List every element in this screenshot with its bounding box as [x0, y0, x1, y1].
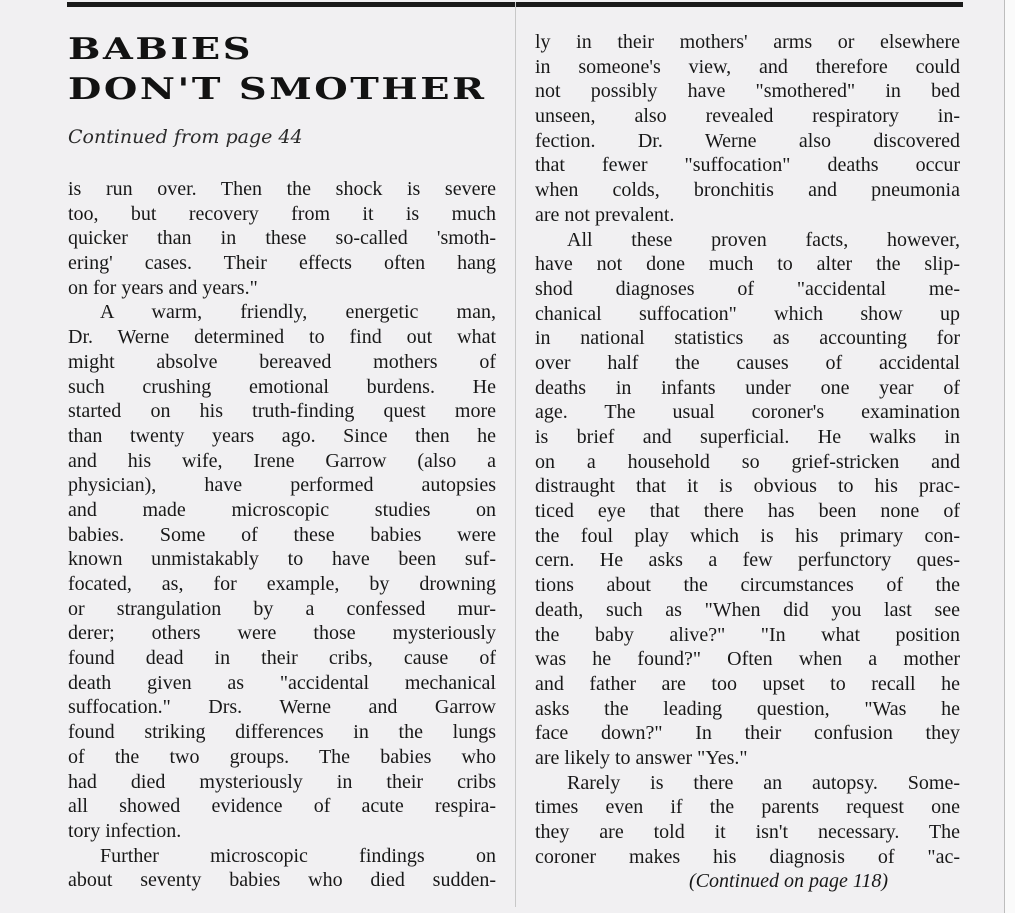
- text-line: might absolve bereaved mothers of: [68, 350, 496, 373]
- text-line: have not done much to alter the slip-: [535, 253, 960, 276]
- text-line: Further microscopic findings on: [100, 844, 496, 867]
- right-column: [535, 30, 960, 894]
- text-line: is run over. Then the shock is severe: [68, 178, 496, 200]
- title-line-2: DON'T SMOTHER: [68, 72, 487, 107]
- text-line: fection. Dr. Werne also discovered: [535, 129, 960, 152]
- text-line: unseen, also revealed respiratory in-: [535, 105, 960, 128]
- text-line: suffocation." Drs. Werne and Garrow: [68, 696, 496, 719]
- text-line: ticed eye that there has been none of: [535, 500, 960, 523]
- text-line: too, but recovery from it is much: [68, 202, 496, 225]
- text-line: Rarely is there an autopsy. Some-: [567, 771, 960, 794]
- text-line: babies. Some of these babies were: [68, 523, 496, 546]
- text-line: are likely to answer "Yes.": [535, 746, 748, 769]
- text-line: chanical suffocation" which show up: [535, 302, 960, 325]
- text-line: death, such as "When did you last see: [535, 598, 960, 621]
- text-line: are not prevalent.: [535, 203, 675, 226]
- text-line: had died mysteriously in their cribs: [68, 770, 496, 793]
- title-line-1: BABIES: [68, 32, 254, 67]
- text-line: tory infection.: [68, 819, 182, 842]
- text-line: the foul play which is his primary con-: [535, 524, 960, 547]
- text-line: asks the leading question, "Was he: [535, 697, 960, 720]
- text-line: about seventy babies who died sudden-: [68, 869, 496, 892]
- continued-on-note: (Continued on page 118): [688, 870, 888, 893]
- text-line: distraught that it is obvious to his prac-: [535, 475, 960, 498]
- column-divider: [515, 2, 516, 907]
- text-line: when colds, bronchitis and pneumonia: [535, 179, 960, 202]
- text-line: A warm, friendly, energetic man,: [100, 301, 496, 324]
- text-line: deaths in infants under one year of: [535, 376, 960, 399]
- text-line: physician), have performed autopsies: [68, 474, 496, 497]
- text-line: they are told it isn't necessary. The: [535, 821, 960, 843]
- text-line: in national statistics as accounting for: [535, 327, 960, 350]
- text-line: all showed evidence of acute respira-: [68, 795, 496, 818]
- text-line: ly in their mothers' arms or elsewhere: [535, 31, 960, 53]
- text-line: on for years and years.": [68, 276, 258, 299]
- text-line: of the two groups. The babies who: [68, 745, 496, 768]
- text-line: death given as "accidental mechanical: [68, 671, 496, 694]
- text-line: cern. He asks a few perfunctory ques-: [535, 549, 960, 572]
- text-line: times even if the parents request one: [535, 796, 960, 819]
- text-line: derer; others were those mysteriously: [68, 622, 496, 645]
- page-edge: [1004, 0, 1015, 913]
- text-line: shod diagnoses of "accidental me-: [535, 277, 960, 300]
- text-line: age. The usual coroner's examination: [535, 401, 960, 424]
- text-line: on a household so grief-stricken and: [535, 450, 960, 473]
- continued-from-note: Continued from page 44: [68, 126, 303, 148]
- text-line: started on his truth-finding quest more: [68, 400, 496, 423]
- text-line: over half the causes of accidental: [535, 351, 960, 374]
- text-line: found striking differences in the lungs: [68, 721, 496, 744]
- text-line: coroner makes his diagnosis of "ac-: [535, 845, 960, 868]
- text-line: and his wife, Irene Garrow (also a: [68, 449, 496, 472]
- text-line: All these proven facts, however,: [567, 228, 960, 251]
- text-line: quicker than in these so-called 'smoth-: [68, 227, 496, 250]
- text-line: the baby alive?" "In what position: [535, 623, 960, 646]
- text-line: is brief and superficial. He walks in: [535, 426, 960, 448]
- text-line: that fewer "suffocation" deaths occur: [535, 154, 960, 177]
- text-line: found dead in their cribs, cause of: [68, 647, 496, 670]
- text-line: not possibly have "smothered" in bed: [535, 80, 960, 103]
- text-line: ering' cases. Their effects often hang: [68, 252, 496, 275]
- text-line: tions about the circumstances of the: [535, 574, 960, 597]
- text-line: face down?" In their confusion they: [535, 722, 960, 745]
- text-line: or strangulation by a confessed mur-: [68, 597, 496, 620]
- text-line: and father are too upset to recall he: [535, 672, 960, 695]
- text-line: and made microscopic studies on: [68, 498, 496, 521]
- text-line: such crushing emotional burdens. He: [68, 375, 496, 398]
- left-column: [68, 177, 496, 893]
- text-line: focated, as, for example, by drowning: [68, 573, 496, 595]
- text-line: known unmistakably to have been suf-: [68, 548, 496, 571]
- text-line: in someone's view, and therefore could: [535, 55, 960, 78]
- text-line: than twenty years ago. Since then he: [68, 424, 496, 447]
- text-line: Dr. Werne determined to find out what: [68, 326, 496, 349]
- text-line: was he found?" Often when a mother: [535, 648, 960, 671]
